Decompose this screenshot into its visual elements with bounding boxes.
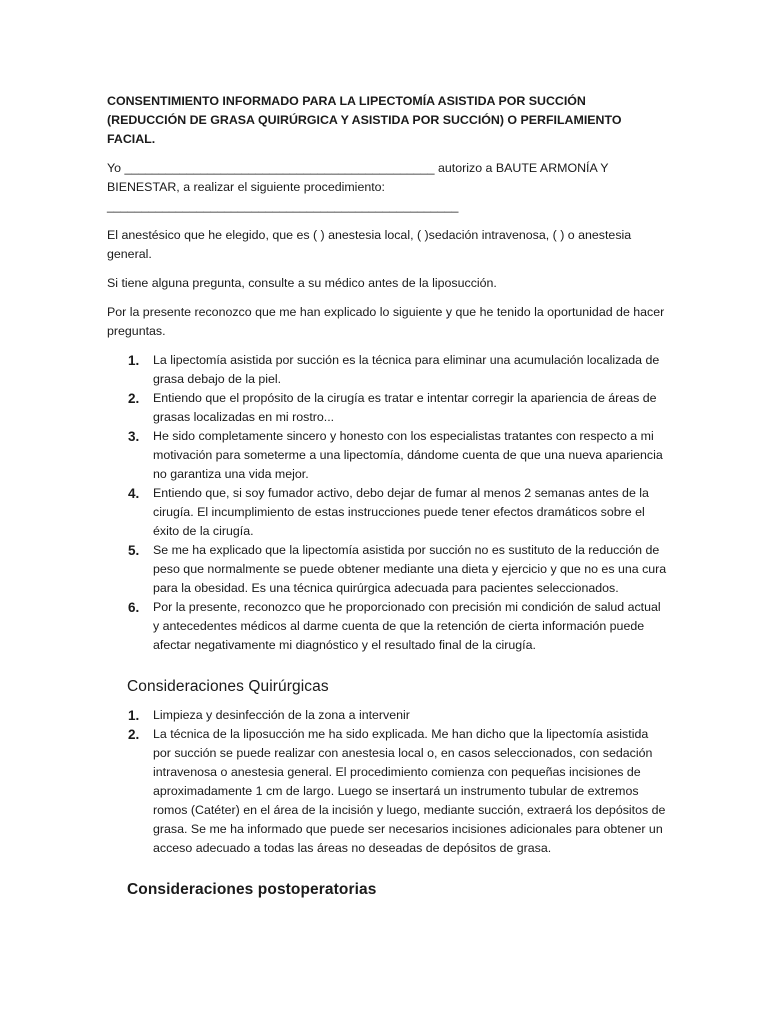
list-text: Por la presente, reconozco que he proporcionado con precisión mi condición de salud actual y antecedentes médicos al darme cuenta de que la retención de cierta información puede afectar negativamente mi diagnóstico y el resultado final de la cirugía.: [153, 600, 661, 652]
list-text: La técnica de la liposucción me ha sido explicada. Me han dicho que la lipectomía asistida por succión se puede realizar con anestesia local o, en casos seleccionados, con sedación intravenosa o anestesia general. El procedimiento comienza con pequeñas incisiones de aproximadamente 1 cm de largo. Luego se insertará un instrumento tubular de extremos romos (Catéter) en el área de la incisión y luego, mediante succión, extraerá los depósitos de grasa. Se me ha informado que puede ser necesarios incisiones adicionales para obtener un acceso adecuado a todas las áreas no deseadas de depósitos de grasa.: [153, 727, 666, 855]
list-number: 2.: [128, 391, 140, 406]
list-item: [107, 706, 667, 725]
document-title: CONSENTIMIENTO INFORMADO PARA LA LIPECTOMÍA ASISTIDA POR SUCCIÓN (REDUCCIÓN DE GRASA QUIRÚRGICA Y ASISTIDA POR SUCCIÓN) O PERFILAMIENTO FACIAL.: [107, 94, 622, 146]
list-text: Entiendo que, si soy fumador activo, debo dejar de fumar al menos 2 semanas antes de la cirugía. El incumplimiento de estas instrucciones puede tener efectos dramáticos sobre el éxito de la cirugía.: [153, 486, 649, 538]
authorization-paragraph: Yo _____________________________________________ autorizo a BAUTE ARMONÍA Y BIENESTAR, a realizar el siguiente procedimiento: ___________________________________________________: [107, 161, 609, 213]
list-item: [107, 351, 667, 389]
list-text: La lipectomía asistida por succión es la técnica para eliminar una acumulación localizada de grasa debajo de la piel.: [153, 353, 660, 386]
list-text: He sido completamente sincero y honesto con los especialistas tratantes con respecto a mi motivación para someterme a una lipectomía, dándome cuenta de que una nueva apariencia no garantiza una vida mejor.: [153, 429, 663, 481]
list-item: [107, 598, 667, 655]
list-number: 1.: [128, 708, 140, 723]
list-text: Limpieza y desinfección de la zona a intervenir: [153, 708, 410, 722]
consent-list: [107, 351, 667, 655]
list-number: 2.: [128, 727, 140, 742]
list-item: [107, 389, 667, 427]
list-text: Entiendo que el propósito de la cirugía es tratar e intentar corregir la apariencia de áreas de grasas localizadas en mi rostro...: [153, 391, 657, 424]
list-text: Se me ha explicado que la lipectomía asistida por succión no es sustituto de la reducción de peso que normalmente se puede obtener mediante una dieta y ejercicio y que no es una cura para la obesidad. Es una técnica quirúrgica adecuada para pacientes seleccionados.: [153, 543, 667, 595]
postoperative-considerations-heading: Consideraciones postoperatorias: [127, 881, 377, 898]
surgical-considerations-heading: Consideraciones Quirúrgicas: [127, 678, 329, 695]
questions-paragraph: Si tiene alguna pregunta, consulte a su médico antes de la liposucción.: [107, 276, 497, 290]
acknowledgement-paragraph: Por la presente reconozco que me han explicado lo siguiente y que he tenido la oportunidad de hacer preguntas.: [107, 305, 665, 338]
list-number: 3.: [128, 429, 140, 444]
list-number: 1.: [128, 353, 140, 368]
surgical-list: [107, 706, 667, 858]
list-number: 5.: [128, 543, 140, 558]
list-item: [107, 541, 667, 598]
document-page: [107, 92, 667, 909]
list-item: [107, 427, 667, 484]
list-number: 6.: [128, 600, 140, 615]
anesthesia-paragraph: El anestésico que he elegido, que es ( ) anestesia local, ( )sedación intravenosa, ( ) o anestesia general.: [107, 228, 632, 261]
list-item: [107, 484, 667, 541]
list-item: [107, 725, 667, 858]
list-number: 4.: [128, 486, 140, 501]
